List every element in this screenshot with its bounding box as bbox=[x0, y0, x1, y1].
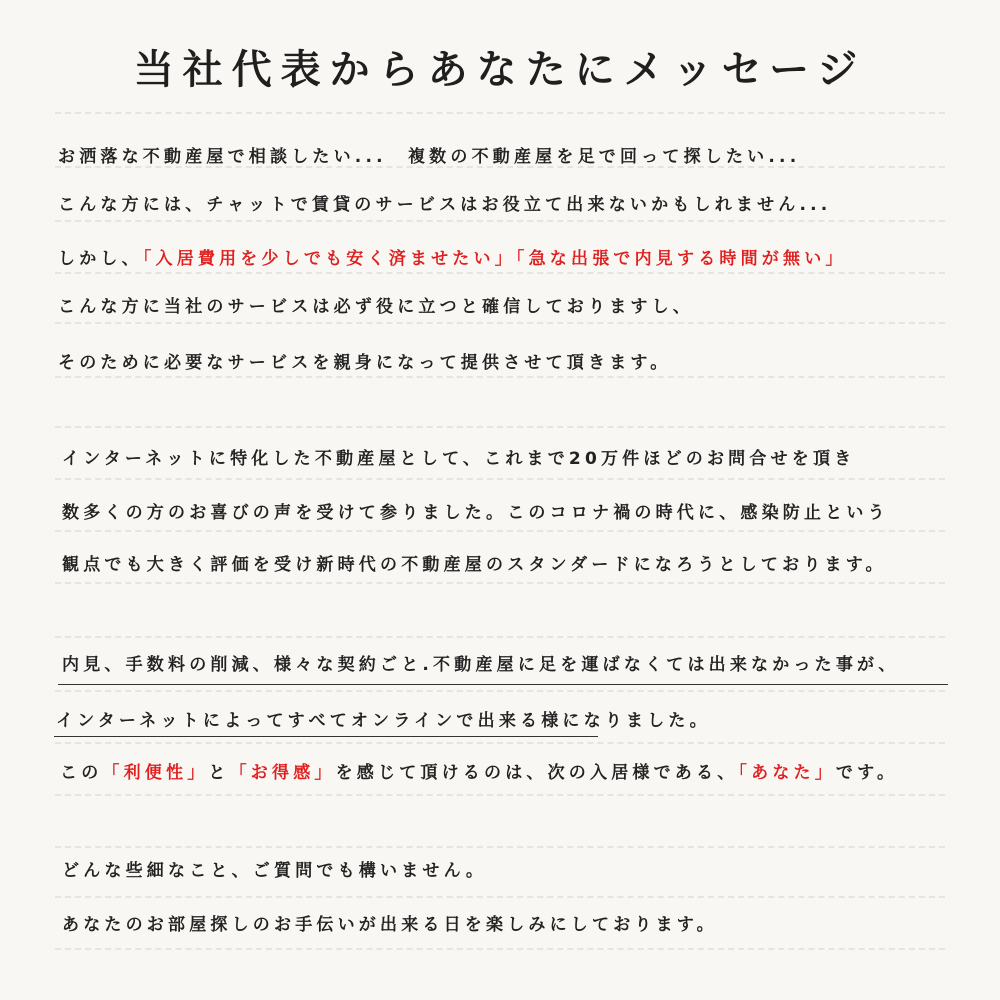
divider bbox=[55, 530, 945, 532]
divider bbox=[55, 112, 945, 114]
divider bbox=[55, 478, 945, 480]
message-line: どんな些細なこと、ご質問でも構いません。 bbox=[62, 861, 488, 881]
divider bbox=[55, 846, 945, 848]
message-line bbox=[58, 244, 847, 269]
divider bbox=[55, 636, 945, 638]
message-line: 観点でも大きく評価を受け新時代の不動産屋のスタンダードになろうとしております。 bbox=[62, 555, 887, 575]
highlight-text: 「お得感」 bbox=[229, 763, 336, 783]
message-line: そのために必要なサービスを親身になって提供させて頂きます。 bbox=[58, 353, 672, 373]
divider bbox=[55, 426, 945, 428]
divider bbox=[55, 794, 945, 796]
message-line: こんな方には、チャットで賃貸のサービスはお役立て出来ないかもしれません... bbox=[58, 195, 832, 215]
page-title: 当社代表からあなたにメッセージ bbox=[133, 47, 867, 93]
message-line: 内見、手数料の削減、様々な契約ごと.不動産屋に足を運ばなくては出来なかった事が、 bbox=[62, 655, 900, 675]
message-text: この bbox=[60, 763, 103, 783]
message-line: 数多くの方のお喜びの声を受けて参りました。このコロナ禍の時代に、感染防止という bbox=[62, 503, 889, 523]
divider bbox=[55, 690, 945, 692]
message-line: インターネットに特化した不動産屋として、これまで20万件ほどのお問合せを頂き bbox=[62, 449, 856, 469]
message-line: インターネットによってすべてオンラインで出来る様になりました。 bbox=[56, 711, 711, 731]
underline bbox=[58, 684, 948, 685]
divider bbox=[55, 582, 945, 584]
underline bbox=[54, 736, 598, 737]
message-text: を感じて頂けるのは、次の入居様である、 bbox=[335, 763, 739, 783]
message-line bbox=[60, 758, 898, 783]
divider bbox=[55, 896, 945, 898]
highlight-text: 「入居費用を少しでも安く済ませたい」「急な出張で内見する時間が無い」 bbox=[142, 249, 847, 269]
divider bbox=[55, 948, 945, 950]
message-line: あなたのお部屋探しのお手伝いが出来る日を楽しみにしております。 bbox=[62, 915, 718, 935]
divider bbox=[55, 742, 945, 744]
message-text: です。 bbox=[835, 763, 899, 783]
message-text: しかし、 bbox=[58, 249, 143, 269]
message-line: こんな方に当社のサービスは必ず役に立つと確信しておりますし、 bbox=[58, 297, 694, 317]
divider bbox=[55, 220, 945, 222]
divider bbox=[55, 376, 945, 378]
divider bbox=[55, 272, 945, 274]
highlight-text: 「あなた」 bbox=[738, 763, 836, 783]
message-text: と bbox=[208, 763, 230, 783]
message-line: お洒落な不動産屋で相談したい... 複数の不動産屋を足で回って探したい... bbox=[58, 147, 801, 167]
highlight-text: 「利便性」 bbox=[102, 763, 209, 783]
divider bbox=[55, 322, 945, 324]
